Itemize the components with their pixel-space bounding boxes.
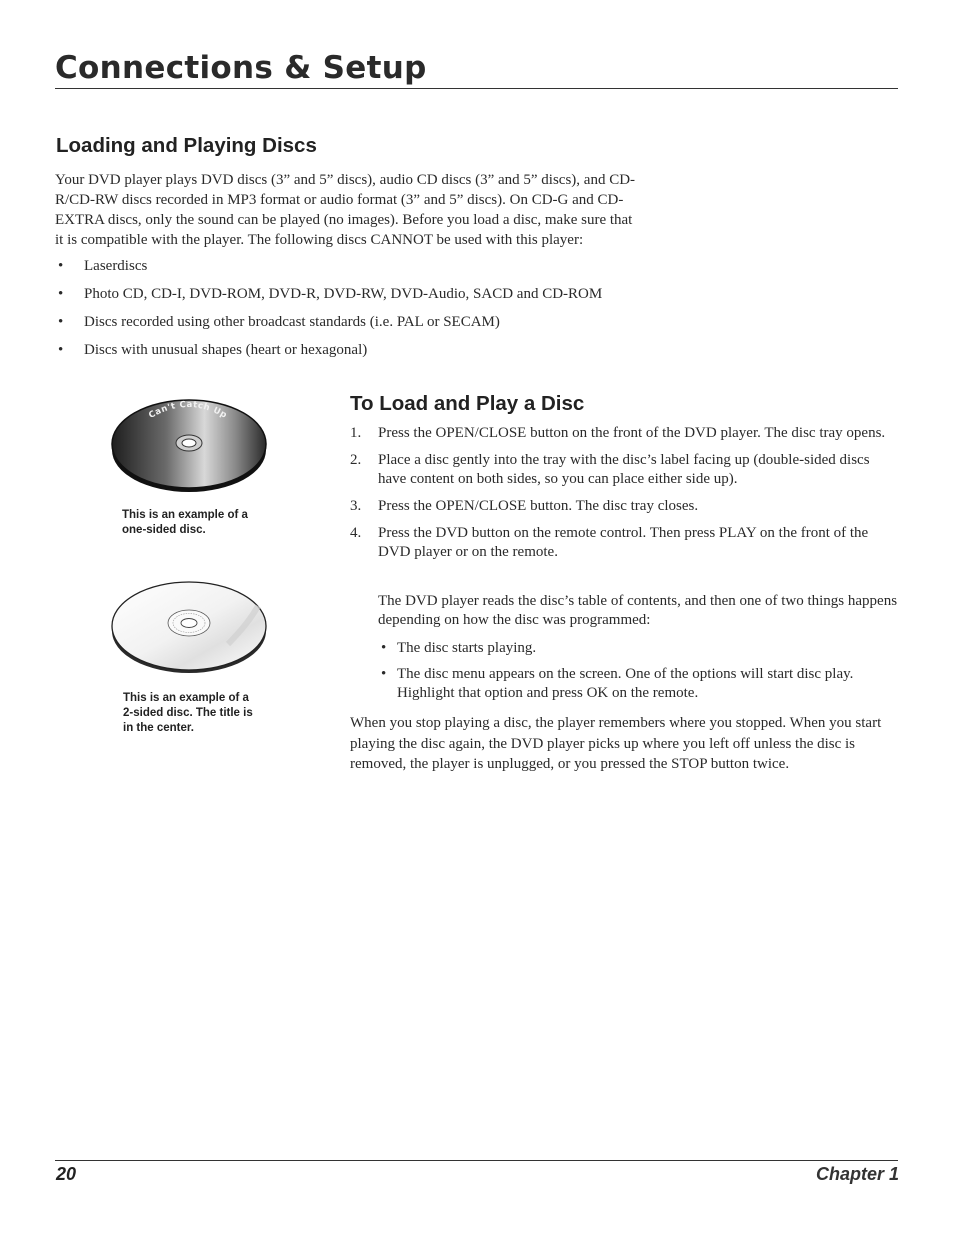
list-item xyxy=(55,340,705,368)
bullet-marker: • xyxy=(58,258,64,274)
two-sided-disc-caption xyxy=(123,691,253,736)
bullet-marker: • xyxy=(381,666,387,682)
one-sided-disc-illustration xyxy=(108,392,270,496)
list-item-text: Discs with unusual shapes (heart or hexagonal) xyxy=(84,342,368,358)
step-number: 3. xyxy=(350,498,362,514)
bullet-marker: • xyxy=(58,286,64,302)
list-item-text: The disc starts playing. xyxy=(397,640,537,656)
disc-label-text: Can't Catch Up xyxy=(147,399,229,421)
bullet-marker: • xyxy=(58,342,64,358)
step-number: 4. xyxy=(350,525,362,541)
one-sided-disc-caption xyxy=(122,508,248,538)
step-text: Press the OPEN/CLOSE button. The disc tray closes. xyxy=(378,498,699,514)
two-sided-disc-illustration xyxy=(108,574,270,678)
caption-line: one-sided disc. xyxy=(122,524,206,536)
list-item xyxy=(55,312,705,340)
resume-paragraph: When you stop playing a disc, the player remembers where you stopped. When you start playing the disc again, the DVD player picks up where you left off unless the disc is removed, the player is unplugged, or you pressed the STOP button twice. xyxy=(350,715,882,772)
intro-line: Your DVD player plays DVD discs (3” and 5” discs), audio CD discs (3” and 5” discs), and CD- xyxy=(55,172,636,188)
chapter-label: Chapter 1 xyxy=(815,1164,899,1184)
caption-line: This is an example of a xyxy=(122,509,248,521)
step-item xyxy=(350,524,898,562)
list-item xyxy=(55,284,705,312)
step-text: Press the DVD button on the remote control. Then press PLAY on the front of the DVD player or on the remote. xyxy=(378,525,869,560)
list-item-text: Discs recorded using other broadcast standards (i.e. PAL or SECAM) xyxy=(84,314,500,330)
bullet-marker: • xyxy=(381,640,387,656)
incompatible-discs-list xyxy=(55,256,705,368)
caption-line: in the center. xyxy=(123,722,194,734)
load-play-steps xyxy=(350,424,898,570)
intro-paragraph xyxy=(55,170,725,250)
step-item xyxy=(350,497,898,516)
list-item-text: Laserdiscs xyxy=(84,258,148,274)
list-item xyxy=(378,639,898,658)
caption-line: 2-sided disc. The title is xyxy=(123,707,253,719)
section-heading-loading: Loading and Playing Discs xyxy=(56,134,317,157)
intro-line: it is compatible with the player. The following discs CANNOT be used with this player: xyxy=(55,232,584,248)
step-item xyxy=(350,451,898,489)
step-number: 1. xyxy=(350,425,362,441)
list-item-text: The disc menu appears on the screen. One of the options will start disc play. Highlight that option and press OK on the remote. xyxy=(397,666,854,701)
section-heading-load-play: To Load and Play a Disc xyxy=(350,392,585,415)
page-number: 20 xyxy=(56,1164,77,1184)
playback-outcomes-list xyxy=(378,639,898,710)
list-item xyxy=(55,256,705,284)
list-item xyxy=(378,665,898,703)
step-number: 2. xyxy=(350,452,362,468)
caption-line: This is an example of a xyxy=(123,692,249,704)
title-divider xyxy=(55,88,898,89)
intro-line: EXTRA discs, only the sound can be played (no images). Before you load a disc, make sure that xyxy=(55,212,633,228)
bullet-marker: • xyxy=(58,314,64,330)
step-text: Press the OPEN/CLOSE button on the front of the DVD player. The disc tray opens. xyxy=(378,425,886,441)
page-title: Connections & Setup xyxy=(55,50,427,86)
step-text: Place a disc gently into the tray with the disc’s label facing up (double-sided discs have content on both sides, so you can place either side up). xyxy=(378,452,870,487)
step4-followup: The DVD player reads the disc’s table of contents, and then one of two things happens depending on how the disc was programmed: xyxy=(378,593,898,628)
intro-line: R/CD-RW discs recorded in MP3 format or audio format (3” and 5” discs). On CD-G and CD- xyxy=(55,192,624,208)
footer-divider xyxy=(55,1160,898,1161)
list-item-text: Photo CD, CD-I, DVD-ROM, DVD-R, DVD-RW, DVD-Audio, SACD and CD-ROM xyxy=(84,286,603,302)
step-item xyxy=(350,424,898,443)
